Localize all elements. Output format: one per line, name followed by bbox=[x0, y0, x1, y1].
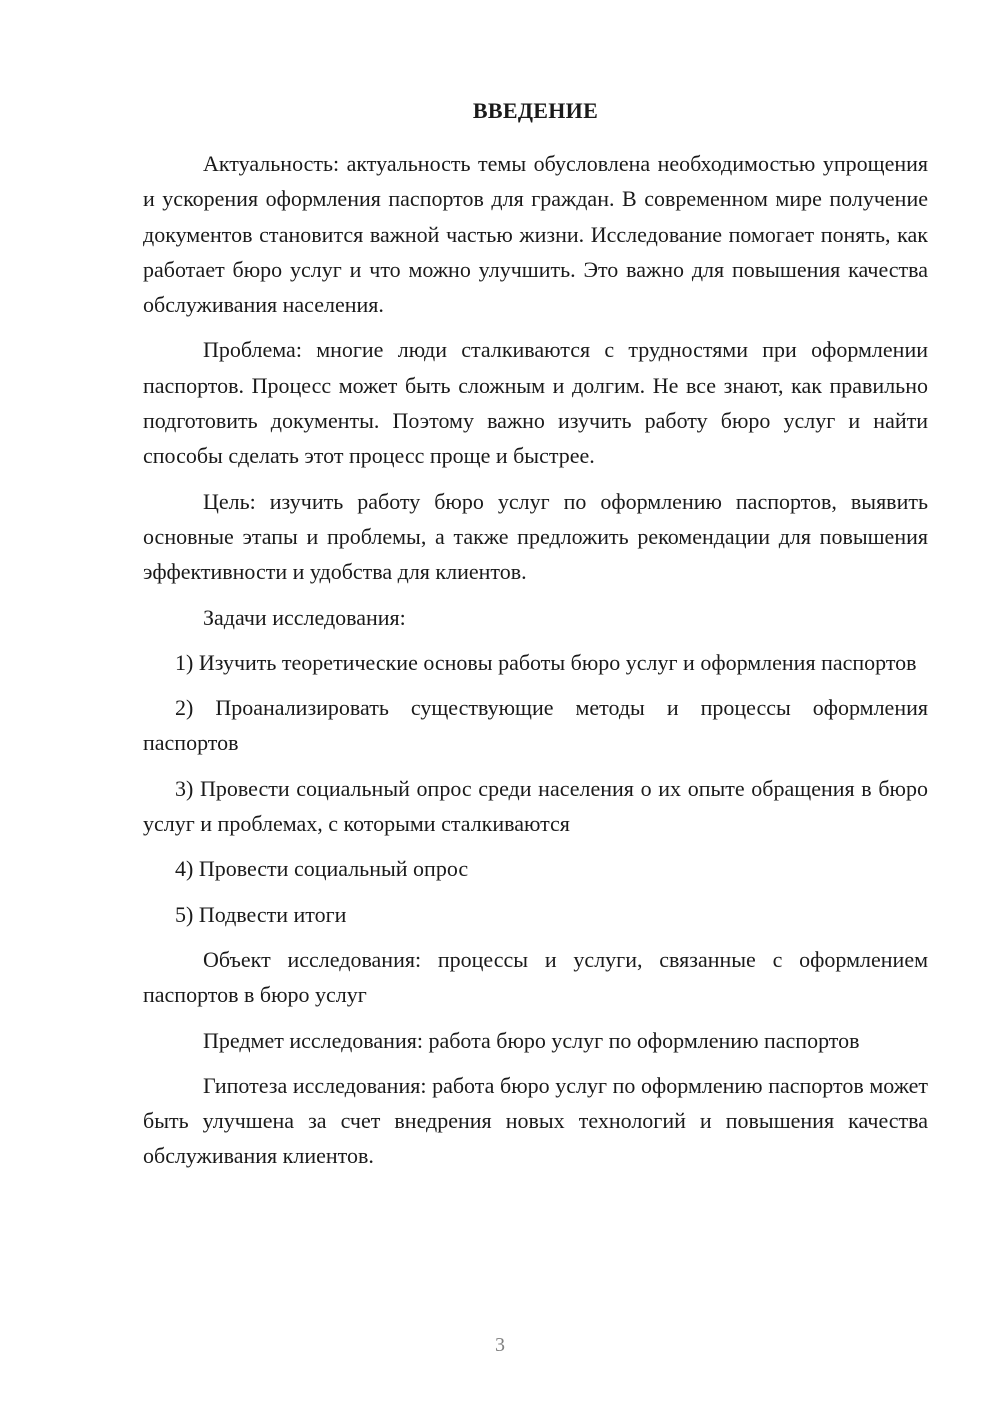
paragraph-subject: Предмет исследования: работа бюро услуг по оформлению паспортов bbox=[203, 1027, 860, 1053]
paragraph-tasks-heading: Задачи исследования: bbox=[203, 604, 406, 630]
document-page bbox=[143, 96, 928, 1184]
task-item-4: 4) Провести социальный опрос bbox=[175, 856, 469, 882]
paragraph-relevance: Актуальность: актуальность темы обусловлена необходимостью упрощения и ускорения оформления паспортов для граждан. В современном мире получение документов становится важной частью жизни. Исследование помогает понять, как работает бюро услуг и что можно улучшить. Это важно для повышения качества обслуживания населения. bbox=[143, 151, 928, 318]
task-item-3: 3) Провести социальный опрос среди населения о их опыте обращения в бюро услуг и проблемах, с которыми сталкиваются bbox=[143, 775, 928, 837]
task-item-2: 2) Проанализировать существующие методы и процессы оформления паспортов bbox=[143, 695, 928, 756]
task-item-1: 1) Изучить теоретические основы работы бюро услуг и оформления паспортов bbox=[175, 649, 917, 675]
page-number: 3 bbox=[495, 1334, 505, 1356]
section-title: ВВЕДЕНИЕ bbox=[472, 98, 599, 123]
paragraph-goal: Цель: изучить работу бюро услуг по оформлению паспортов, выявить основные этапы и проблемы, а также предложить рекомендации для повышения эффективности и удобства для клиентов. bbox=[143, 488, 928, 585]
task-item-5: 5) Подвести итоги bbox=[175, 901, 347, 927]
paragraph-problem: Проблема: многие люди сталкиваются с трудностями при оформлении паспортов. Процесс может быть сложным и долгим. Не все знают, как правильно подготовить документы. Поэтому важно изучить работу бюро услуг и найти способы сделать этот процесс проще и быстрее. bbox=[143, 337, 928, 469]
paragraph-hypothesis: Гипотеза исследования: работа бюро услуг по оформлению паспортов может быть улучшена за счет внедрения новых технологий и повышения качества обслуживания клиентов. bbox=[143, 1072, 928, 1169]
paragraph-object: Объект исследования: процессы и услуги, связанные с оформлением паспортов в бюро услуг bbox=[143, 946, 928, 1008]
